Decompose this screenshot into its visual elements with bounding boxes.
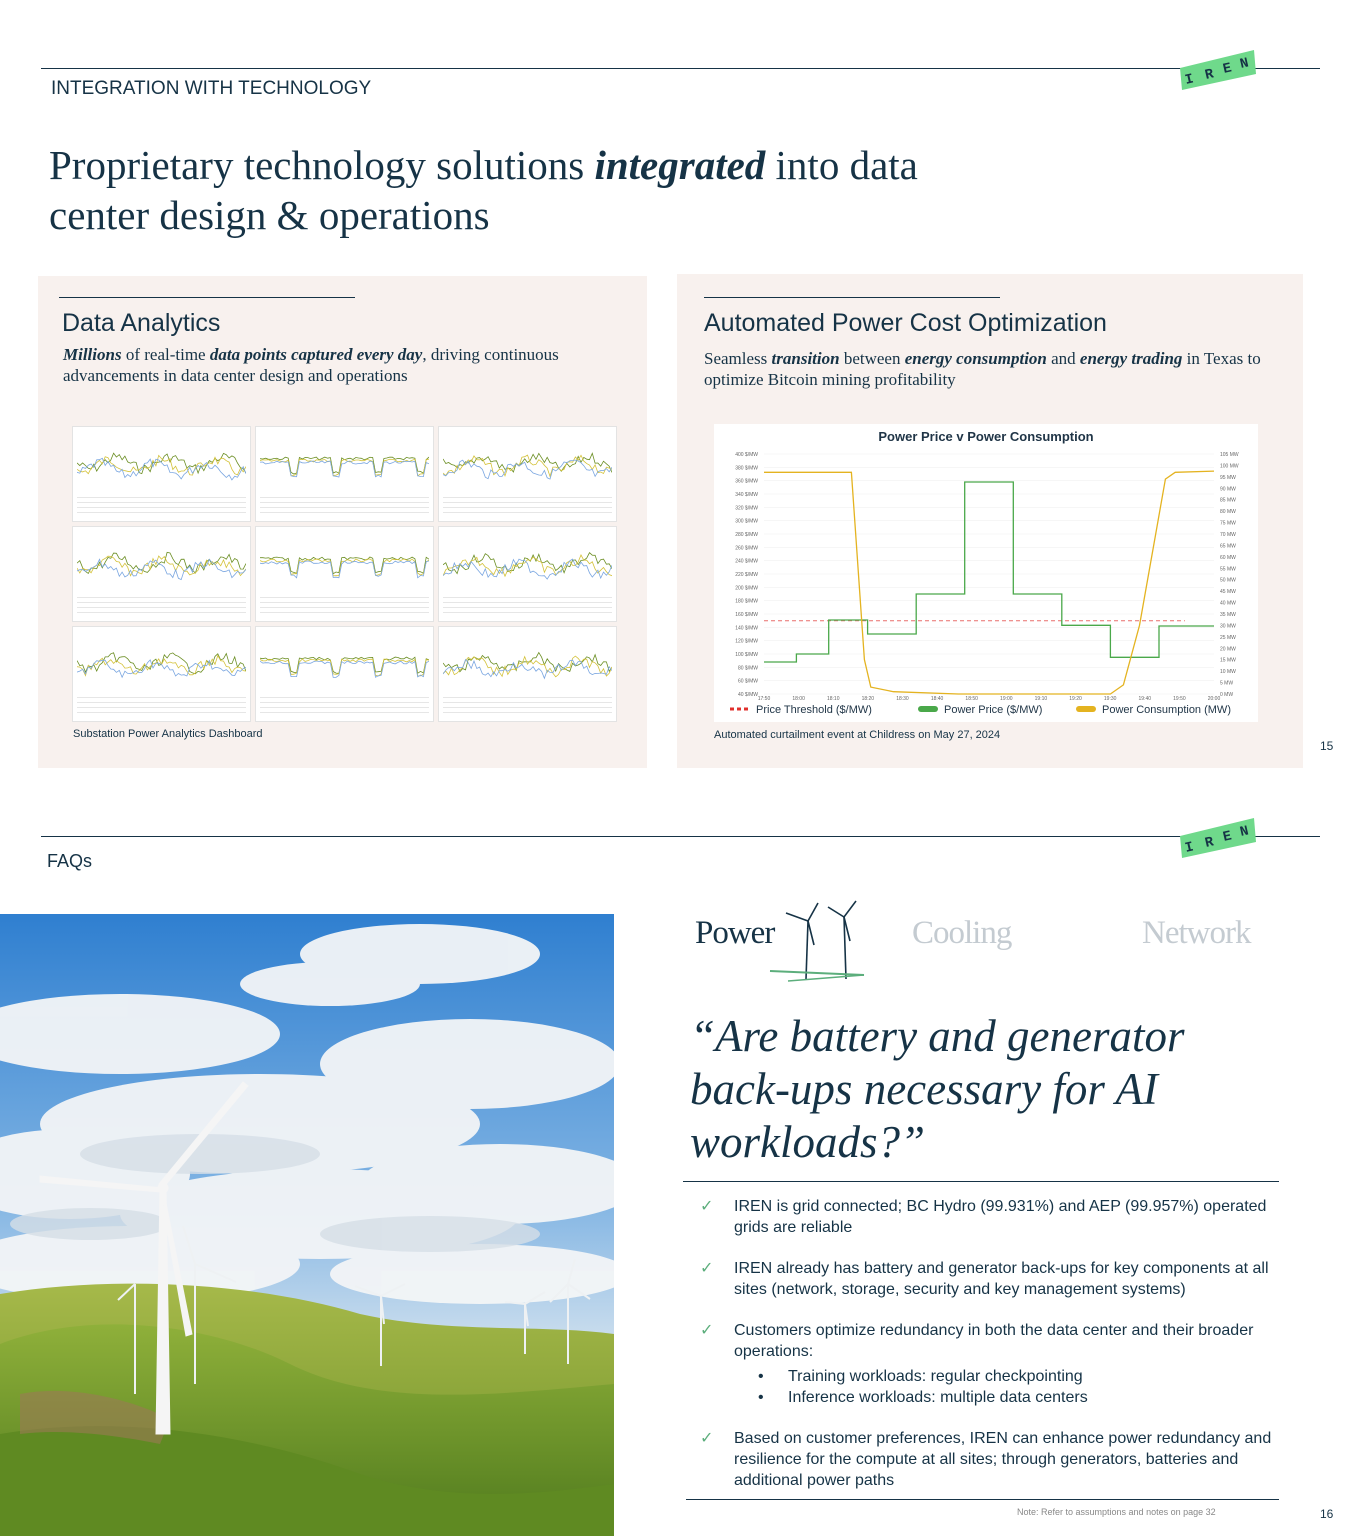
y-left-tick-label: 240 $/MW <box>735 558 758 565</box>
dashboard-table-row <box>443 607 612 608</box>
x-tick-label: 18:10 <box>826 696 840 702</box>
dashboard-panel <box>72 526 251 622</box>
y-left-tick-label: 120 $/MW <box>735 638 758 645</box>
bullet-icon: • <box>758 1389 764 1406</box>
y-left-tick-label: 300 $/MW <box>735 518 758 525</box>
list-item <box>700 1320 1280 1362</box>
tab-network[interactable]: Network <box>1142 915 1251 951</box>
y-right-tick-label: 100 MW <box>1220 463 1239 470</box>
x-tick-label: 18:30 <box>896 696 909 702</box>
dashboard-table-row <box>260 502 429 503</box>
y-right-tick-label: 80 MW <box>1220 509 1236 516</box>
dashboard-table-row <box>443 707 612 708</box>
y-left-tick-label: 80 $/MW <box>737 665 758 672</box>
y-right-tick-label: 90 MW <box>1220 486 1236 493</box>
sparkline-series <box>260 557 429 574</box>
card-description: Seamless transition between energy consumption and energy trading in Texas to optimize Bitcoin mining profitability <box>704 349 1261 389</box>
dashboard-table-row <box>77 497 246 498</box>
y-right-tick-label: 20 MW <box>1220 646 1236 653</box>
dashboard-table-row <box>260 602 429 603</box>
y-right-tick-label: 35 MW <box>1220 612 1236 618</box>
sparkline-series <box>260 461 429 477</box>
y-right-tick-label: 50 MW <box>1220 577 1236 584</box>
sparkline-series <box>260 659 429 676</box>
card-title: Automated Power Cost Optimization <box>704 309 1107 337</box>
dashboard-table-row <box>77 702 246 703</box>
page-number: 16 <box>1320 1507 1334 1521</box>
top-rule <box>41 68 1320 69</box>
dashboard-table-row <box>443 597 612 598</box>
dashboard-table-row <box>443 612 612 613</box>
list-item-text: IREN is grid connected; BC Hydro (99.931%) and AEP (99.957%) operated grids are reliable <box>734 1198 1267 1236</box>
x-tick-label: 18:00 <box>792 696 805 702</box>
list-item-text: IREN already has battery and generator back-ups for key components at all sites (network, storage, security and key management systems) <box>734 1260 1269 1298</box>
y-left-tick-label: 260 $/MW <box>735 545 758 552</box>
sparkline-series <box>77 559 246 579</box>
x-tick-label: 19:40 <box>1138 696 1152 702</box>
svg-text:E: E <box>1221 60 1234 78</box>
faq-question: “Are battery and generator back-ups necessary for AI workloads?” <box>690 1011 1185 1167</box>
dashboard-table-row <box>443 702 612 703</box>
wind-turbine-icon <box>768 897 868 985</box>
slide-headline: Proprietary technology solutions integrated into data center design & operations <box>49 142 918 238</box>
x-tick-label: 19:00 <box>1000 696 1013 702</box>
dashboard-table-row <box>77 502 246 503</box>
sub-list-item-text: Inference workloads: multiple data centers <box>788 1389 1088 1406</box>
dashboard-table-row <box>443 602 612 603</box>
y-left-tick-label: 380 $/MW <box>735 465 758 472</box>
x-tick-label: 19:20 <box>1069 696 1082 702</box>
wind-turbine-photo <box>0 914 614 1536</box>
dashboard-table-row <box>260 707 429 708</box>
sparkline-series <box>260 661 429 677</box>
list-item <box>700 1196 1280 1238</box>
sparkline-series <box>77 653 246 674</box>
dashboard-table-row <box>77 607 246 608</box>
y-left-tick-label: 320 $/MW <box>735 505 758 512</box>
sparkline-series <box>260 459 429 476</box>
dashboard-sparkline <box>77 437 246 493</box>
dashboard-sparkline <box>443 537 612 593</box>
y-right-tick-label: 0 MW <box>1220 692 1234 698</box>
y-left-tick-label: 360 $/MW <box>735 478 758 485</box>
dashboard-table-row <box>260 507 429 508</box>
x-tick-label: 18:50 <box>965 696 978 702</box>
y-right-tick-label: 70 MW <box>1220 532 1236 538</box>
x-tick-label: 18:40 <box>930 696 944 702</box>
svg-text:E: E <box>1221 828 1234 846</box>
y-right-tick-label: 75 MW <box>1220 520 1236 527</box>
y-left-tick-label: 200 $/MW <box>735 585 758 592</box>
power-chart <box>714 424 1258 722</box>
y-right-tick-label: 25 MW <box>1220 634 1236 641</box>
iren-logo <box>1178 46 1258 90</box>
dashboard-table-row <box>77 597 246 598</box>
dashboard-table-row <box>260 712 429 713</box>
tab-power[interactable]: Power <box>695 915 775 951</box>
y-left-tick-label: 400 $/MW <box>735 452 758 458</box>
y-left-tick-label: 140 $/MW <box>735 625 758 632</box>
dashboard-table-row <box>77 707 246 708</box>
y-right-tick-label: 5 MW <box>1220 680 1234 687</box>
sub-list-item <box>700 1387 1280 1408</box>
y-left-tick-label: 220 $/MW <box>735 572 758 578</box>
legend-label: Price Threshold ($/MW) <box>756 704 872 716</box>
y-right-tick-label: 10 MW <box>1220 669 1236 676</box>
y-right-tick-label: 60 MW <box>1220 554 1236 561</box>
substation-dashboard <box>72 426 617 722</box>
y-left-tick-label: 340 $/MW <box>735 492 758 498</box>
sub-list-item <box>700 1366 1280 1387</box>
y-right-tick-label: 40 MW <box>1220 600 1236 607</box>
y-left-tick-label: 100 $/MW <box>735 652 758 658</box>
dashboard-table-row <box>443 712 612 713</box>
x-tick-label: 19:10 <box>1034 696 1048 702</box>
card-rule <box>704 297 1000 298</box>
svg-text:R: R <box>1203 66 1216 84</box>
svg-text:N: N <box>1238 55 1251 73</box>
top-rule <box>41 836 1320 837</box>
series-line <box>764 482 1214 662</box>
legend-swatch <box>918 706 938 712</box>
dashboard-sparkline <box>443 637 612 693</box>
dashboard-table-row <box>260 512 429 513</box>
dashboard-table-row <box>443 497 612 498</box>
y-right-tick-label: 95 MW <box>1220 474 1236 481</box>
dashboard-panel <box>72 626 251 722</box>
sub-list-item-text: Training workloads: regular checkpointing <box>788 1368 1083 1385</box>
x-tick-label: 19:50 <box>1173 696 1186 702</box>
dashboard-table-row <box>260 697 429 698</box>
legend-label: Power Consumption (MW) <box>1102 704 1231 716</box>
dashboard-table-row <box>260 607 429 608</box>
y-right-tick-label: 105 MW <box>1220 452 1239 458</box>
card-rule <box>59 297 355 298</box>
card-description: Millions of real-time data points captured every day, driving continuous advancements in data center design and operations <box>63 345 559 385</box>
power-chart-svg <box>714 424 1258 722</box>
dashboard-table-row <box>260 597 429 598</box>
dashboard-panel <box>438 426 617 522</box>
bottom-rule <box>686 1499 1279 1500</box>
dashboard-caption: Substation Power Analytics Dashboard <box>73 728 263 740</box>
check-icon: ✓ <box>700 1198 714 1215</box>
dashboard-table-row <box>443 697 612 698</box>
svg-text:R: R <box>1203 834 1216 852</box>
y-right-tick-label: 15 MW <box>1220 657 1236 664</box>
dashboard-sparkline <box>260 437 429 493</box>
list-item <box>700 1428 1280 1491</box>
sparkline-series <box>260 657 429 673</box>
section-label: INTEGRATION WITH TECHNOLOGY <box>51 78 372 99</box>
y-left-tick-label: 40 $/MW <box>737 692 758 698</box>
dashboard-sparkline <box>260 537 429 593</box>
x-tick-label: 20:00 <box>1207 696 1221 702</box>
iren-logo <box>1178 814 1258 858</box>
dashboard-table-row <box>260 612 429 613</box>
dashboard-panel <box>255 526 434 622</box>
check-icon: ✓ <box>700 1322 714 1339</box>
y-left-tick-label: 60 $/MW <box>737 678 758 685</box>
y-left-tick-label: 160 $/MW <box>735 612 758 618</box>
dashboard-table-row <box>443 507 612 508</box>
dashboard-table-row <box>77 512 246 513</box>
sparkline-series <box>443 660 612 679</box>
dashboard-sparkline <box>443 437 612 493</box>
y-right-tick-label: 45 MW <box>1220 589 1236 596</box>
section-label: FAQs <box>47 851 93 871</box>
svg-text:N: N <box>1238 823 1251 841</box>
dashboard-sparkline <box>77 637 246 693</box>
dashboard-panel <box>438 526 617 622</box>
dashboard-panel <box>438 626 617 722</box>
chart-title: Power Price v Power Consumption <box>878 429 1094 444</box>
dashboard-table-row <box>77 697 246 698</box>
svg-text:I: I <box>1183 839 1196 857</box>
y-right-tick-label: 65 MW <box>1220 543 1236 550</box>
tab-cooling[interactable]: Cooling <box>912 915 1012 951</box>
y-right-tick-label: 30 MW <box>1220 623 1236 630</box>
legend-label: Power Price ($/MW) <box>944 704 1043 716</box>
answer-list <box>700 1196 1280 1491</box>
y-left-tick-label: 280 $/MW <box>735 532 758 538</box>
sparkline-series <box>77 656 246 676</box>
page-number: 15 <box>1320 739 1334 753</box>
dashboard-table-row <box>77 602 246 603</box>
dashboard-panel <box>72 426 251 522</box>
dashboard-table-row <box>443 512 612 513</box>
x-tick-label: 18:20 <box>861 696 875 702</box>
dashboard-table-row <box>77 507 246 508</box>
y-right-tick-label: 55 MW <box>1220 566 1236 573</box>
dashboard-table-row <box>260 702 429 703</box>
sparkline-series <box>443 455 612 476</box>
list-item-text: Customers optimize redundancy in both the data center and their broader operations: <box>734 1322 1254 1360</box>
dashboard-panel <box>255 426 434 522</box>
x-tick-label: 19:30 <box>1103 696 1117 702</box>
sparkline-series <box>260 561 429 578</box>
dashboard-table-row <box>77 612 246 613</box>
check-icon: ✓ <box>700 1430 714 1447</box>
y-left-tick-label: 180 $/MW <box>735 598 758 605</box>
footnote: Note: Refer to assumptions and notes on page 32 <box>1017 1507 1216 1517</box>
question-rule <box>683 1181 1279 1182</box>
dashboard-sparkline <box>77 537 246 593</box>
sparkline-series <box>443 653 612 672</box>
y-right-tick-label: 85 MW <box>1220 497 1236 504</box>
legend-swatch <box>1076 706 1096 712</box>
dashboard-table-row <box>260 497 429 498</box>
x-tick-label: 17:50 <box>757 696 771 702</box>
data-analytics-card <box>38 276 647 768</box>
svg-text:I: I <box>1183 71 1196 89</box>
list-item <box>700 1258 1280 1300</box>
series-line <box>764 471 1214 694</box>
dashboard-sparkline <box>260 637 429 693</box>
dashboard-panel <box>255 626 434 722</box>
check-icon: ✓ <box>700 1260 714 1277</box>
dashboard-table-row <box>443 502 612 503</box>
dashboard-table-row <box>77 712 246 713</box>
bullet-icon: • <box>758 1368 764 1385</box>
card-title: Data Analytics <box>62 309 221 337</box>
list-item-text: Based on customer preferences, IREN can enhance power redundancy and resilience for the compute at all sites; through generators, batteries and additional power paths <box>734 1430 1272 1489</box>
chart-caption: Automated curtailment event at Childress on May 27, 2024 <box>714 729 1001 741</box>
